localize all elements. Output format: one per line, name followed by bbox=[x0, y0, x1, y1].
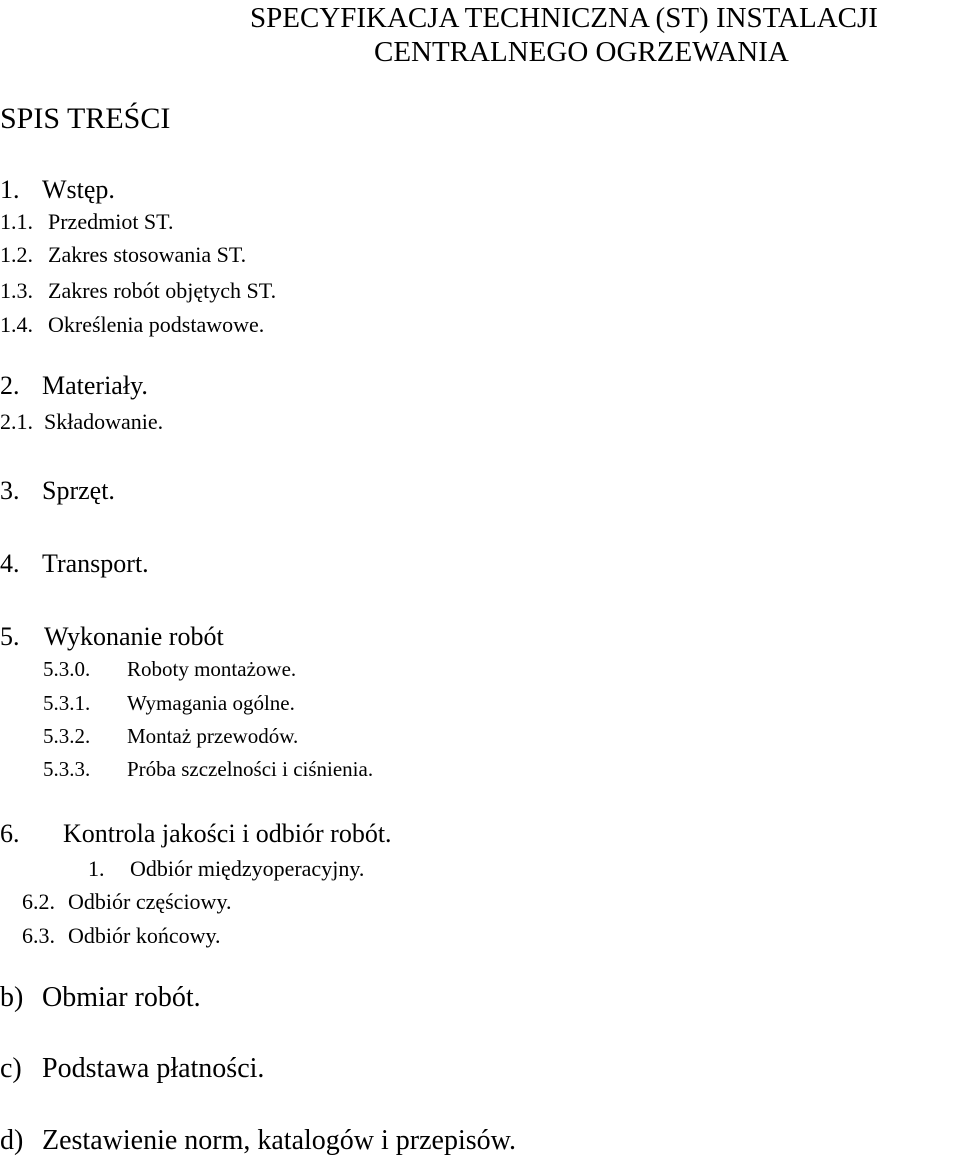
toc-item-number: 1. bbox=[0, 175, 20, 204]
toc-item-1-2[interactable] bbox=[0, 244, 246, 266]
toc-item-c[interactable] bbox=[0, 1055, 264, 1083]
toc-item-label: Transport. bbox=[42, 549, 149, 578]
toc-item-label: Wykonanie robót bbox=[44, 622, 224, 651]
toc-item-number: 5.3.0. bbox=[43, 657, 91, 681]
toc-item-number: 5.3.3. bbox=[43, 757, 91, 781]
toc-item-number: 1. bbox=[88, 856, 105, 881]
toc-item-2-1[interactable] bbox=[0, 411, 163, 433]
toc-item-5-3-3[interactable] bbox=[43, 759, 373, 780]
toc-heading: SPIS TREŚCI bbox=[0, 102, 171, 135]
toc-item-number: b) bbox=[0, 982, 24, 1013]
toc-item-label: Montaż przewodów. bbox=[127, 724, 299, 748]
toc-item-label: Kontrola jakości i odbiór robót. bbox=[63, 819, 392, 848]
toc-item-label: Zakres robót objętych ST. bbox=[48, 278, 277, 303]
toc-item-1[interactable] bbox=[0, 177, 115, 203]
toc-item-number: 2. bbox=[0, 371, 20, 400]
toc-item-label: Sprzęt. bbox=[42, 476, 115, 505]
toc-item-label: Wymagania ogólne. bbox=[127, 691, 295, 715]
toc-item-label: Zakres stosowania ST. bbox=[48, 242, 247, 267]
toc-item-number: 5. bbox=[0, 622, 20, 651]
toc-item-6-3[interactable] bbox=[22, 925, 221, 947]
toc-item-label: Określenia podstawowe. bbox=[48, 312, 265, 337]
toc-item-3[interactable] bbox=[0, 478, 115, 504]
toc-item-number: d) bbox=[0, 1125, 24, 1156]
toc-item-label: Obmiar robót. bbox=[42, 982, 201, 1013]
toc-item-label: Zestawienie norm, katalogów i przepisów. bbox=[42, 1125, 517, 1156]
toc-item-label: Wstęp. bbox=[42, 175, 115, 204]
toc-item-label: Składowanie. bbox=[44, 409, 164, 434]
toc-item-number: 1.1. bbox=[0, 209, 33, 234]
toc-item-1-1[interactable] bbox=[0, 211, 173, 233]
toc-item-b[interactable] bbox=[0, 984, 201, 1012]
toc-item-5[interactable] bbox=[0, 624, 224, 650]
toc-item-label: Materiały. bbox=[42, 371, 148, 400]
toc-item-6[interactable] bbox=[0, 821, 392, 847]
toc-item-d[interactable] bbox=[0, 1127, 516, 1155]
toc-item-number: 1.2. bbox=[0, 242, 33, 267]
toc-item-number: 3. bbox=[0, 476, 20, 505]
toc-item-label: Odbiór końcowy. bbox=[68, 923, 221, 948]
toc-item-4[interactable] bbox=[0, 551, 149, 577]
toc-item-number: c) bbox=[0, 1053, 22, 1084]
toc-item-number: 1.3. bbox=[0, 278, 33, 303]
toc-item-label: Przedmiot ST. bbox=[48, 209, 174, 234]
toc-item-5-3-0[interactable] bbox=[43, 659, 296, 680]
toc-item-label: Roboty montażowe. bbox=[127, 657, 297, 681]
toc-item-2[interactable] bbox=[0, 373, 148, 399]
toc-item-number: 1.4. bbox=[0, 312, 33, 337]
toc-item-number: 5.3.2. bbox=[43, 724, 91, 748]
toc-item-number: 6.2. bbox=[22, 889, 55, 914]
toc-item-1-3[interactable] bbox=[0, 280, 276, 302]
document-title-line-1: SPECYFIKACJA TECHNICZNA (ST) INSTALACJI bbox=[250, 2, 878, 34]
document-title-line-2: CENTRALNEGO OGRZEWANIA bbox=[374, 36, 789, 68]
toc-item-6-1[interactable] bbox=[88, 858, 364, 880]
toc-item-number: 2.1. bbox=[0, 409, 33, 434]
toc-item-6-2[interactable] bbox=[22, 891, 232, 913]
toc-item-number: 6. bbox=[0, 819, 20, 848]
toc-item-5-3-2[interactable] bbox=[43, 726, 298, 747]
toc-item-number: 6.3. bbox=[22, 923, 55, 948]
toc-item-number: 4. bbox=[0, 549, 20, 578]
toc-item-1-4[interactable] bbox=[0, 314, 264, 336]
toc-item-label: Odbiór częściowy. bbox=[68, 889, 232, 914]
toc-item-5-3-1[interactable] bbox=[43, 693, 295, 714]
toc-item-number: 5.3.1. bbox=[43, 691, 91, 715]
toc-item-label: Podstawa płatności. bbox=[42, 1053, 265, 1084]
toc-item-label: Próba szczelności i ciśnienia. bbox=[127, 757, 374, 781]
toc-item-label: Odbiór międzyoperacyjny. bbox=[130, 856, 365, 881]
